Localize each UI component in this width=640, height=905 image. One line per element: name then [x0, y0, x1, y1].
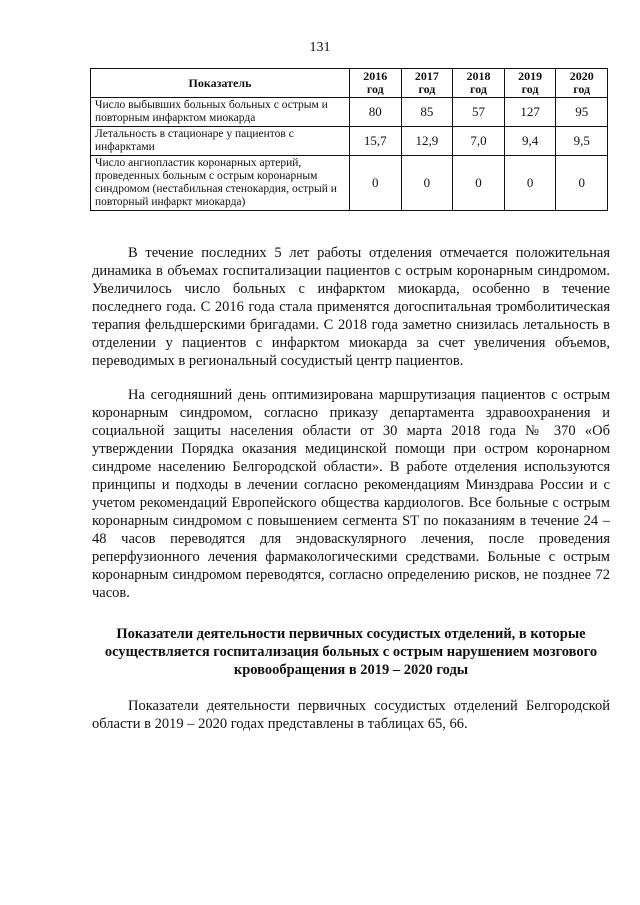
table-cell: 0: [504, 156, 556, 211]
table-cell: 0: [401, 156, 453, 211]
row-label: Число ангиопластик коронарных артерий, проведенных больным с острым коронарным синдромом (нестабильная стенокардия, острый и повторный инфаркт миокарда): [91, 156, 350, 211]
table-cell: 9,5: [556, 127, 608, 156]
page-number: 131: [309, 40, 331, 55]
table-cell: 85: [401, 98, 453, 127]
year-column-header: 2020 год: [556, 69, 608, 98]
paragraph-text: Показатели деятельности первичных сосудистых отделений Белгородской области в 2019 – 2020 годах представлены в таблицах 65, 66.: [92, 698, 610, 732]
year-column-header: 2017 год: [401, 69, 453, 98]
table-header-row: [91, 69, 608, 98]
body-paragraph: [92, 244, 610, 370]
table-cell: 95: [556, 98, 608, 127]
table-cell: 15,7: [350, 127, 402, 156]
table-cell: 80: [350, 98, 402, 127]
paragraph-text: На сегодняшний день оптимизирована маршрутизация пациентов с острым коронарным синдромом, согласно приказу департамента здравоохранения и социальной защиты населения области от 30 марта 2018 года № 370 «Об утверждении Порядка оказания медицинской помощи при остром коронарном синдроме населению Белгородской области». В работе отделения используются принципы и подходы в лечении согласно рекомендациям Минздрава России и с учетом рекомендаций Европейского общества кардиологов. Все больные с острым коронарным синдромом с повышением сегмента ST по показаниям в течение 24 – 48 часов переводятся для эндоваскулярного лечения, после проведения реперфузионного лечения фармакологическими средствами. Больные с острым коронарным синдромом переводятся, согласно определению рисков, не позднее 72 часов.: [92, 387, 610, 601]
table-cell: 0: [453, 156, 505, 211]
table-row: [91, 127, 608, 156]
table-cell: 127: [504, 98, 556, 127]
row-label: Число выбывших больных больных с острым и повторным инфарктом миокарда: [91, 98, 350, 127]
year-column-header: 2019 год: [504, 69, 556, 98]
paragraph-text: В течение последних 5 лет работы отделения отмечается положительная динамика в объемах госпитализации пациентов с острым коронарным синдромом. Увеличилось число больных с инфарктом миокарда, особенно в течение последнего года. С 2016 года стала применятся догоспитальная тромболитическая терапия фельдшерскими бригадами. С 2018 года заметно снизилась летальность в отделении у пациентов с инфарктом миокарда за счет увеличения объемов, переводимых в региональный сосудистый центр пациентов.: [92, 245, 610, 369]
table-row: [91, 156, 608, 211]
row-label: Летальность в стационаре у пациентов с инфарктами: [91, 127, 350, 156]
closing-paragraph: [92, 697, 610, 733]
table-cell: 0: [556, 156, 608, 211]
statistics-table: [90, 68, 608, 211]
table-cell: 9,4: [504, 127, 556, 156]
year-column-header: 2018 год: [453, 69, 505, 98]
year-column-header: 2016 год: [350, 69, 402, 98]
table-cell: 0: [350, 156, 402, 211]
table-cell: 7,0: [453, 127, 505, 156]
table-cell: 12,9: [401, 127, 453, 156]
table-cell: 57: [453, 98, 505, 127]
body-paragraph: [92, 386, 610, 602]
section-heading: Показатели деятельности первичных сосудистых отделений, в которые осуществляется госпитализация больных с острым нарушением мозгового кровообращения в 2019 – 2020 годы: [104, 626, 598, 678]
table-row: [91, 98, 608, 127]
indicator-column-header: Показатель: [91, 69, 350, 98]
